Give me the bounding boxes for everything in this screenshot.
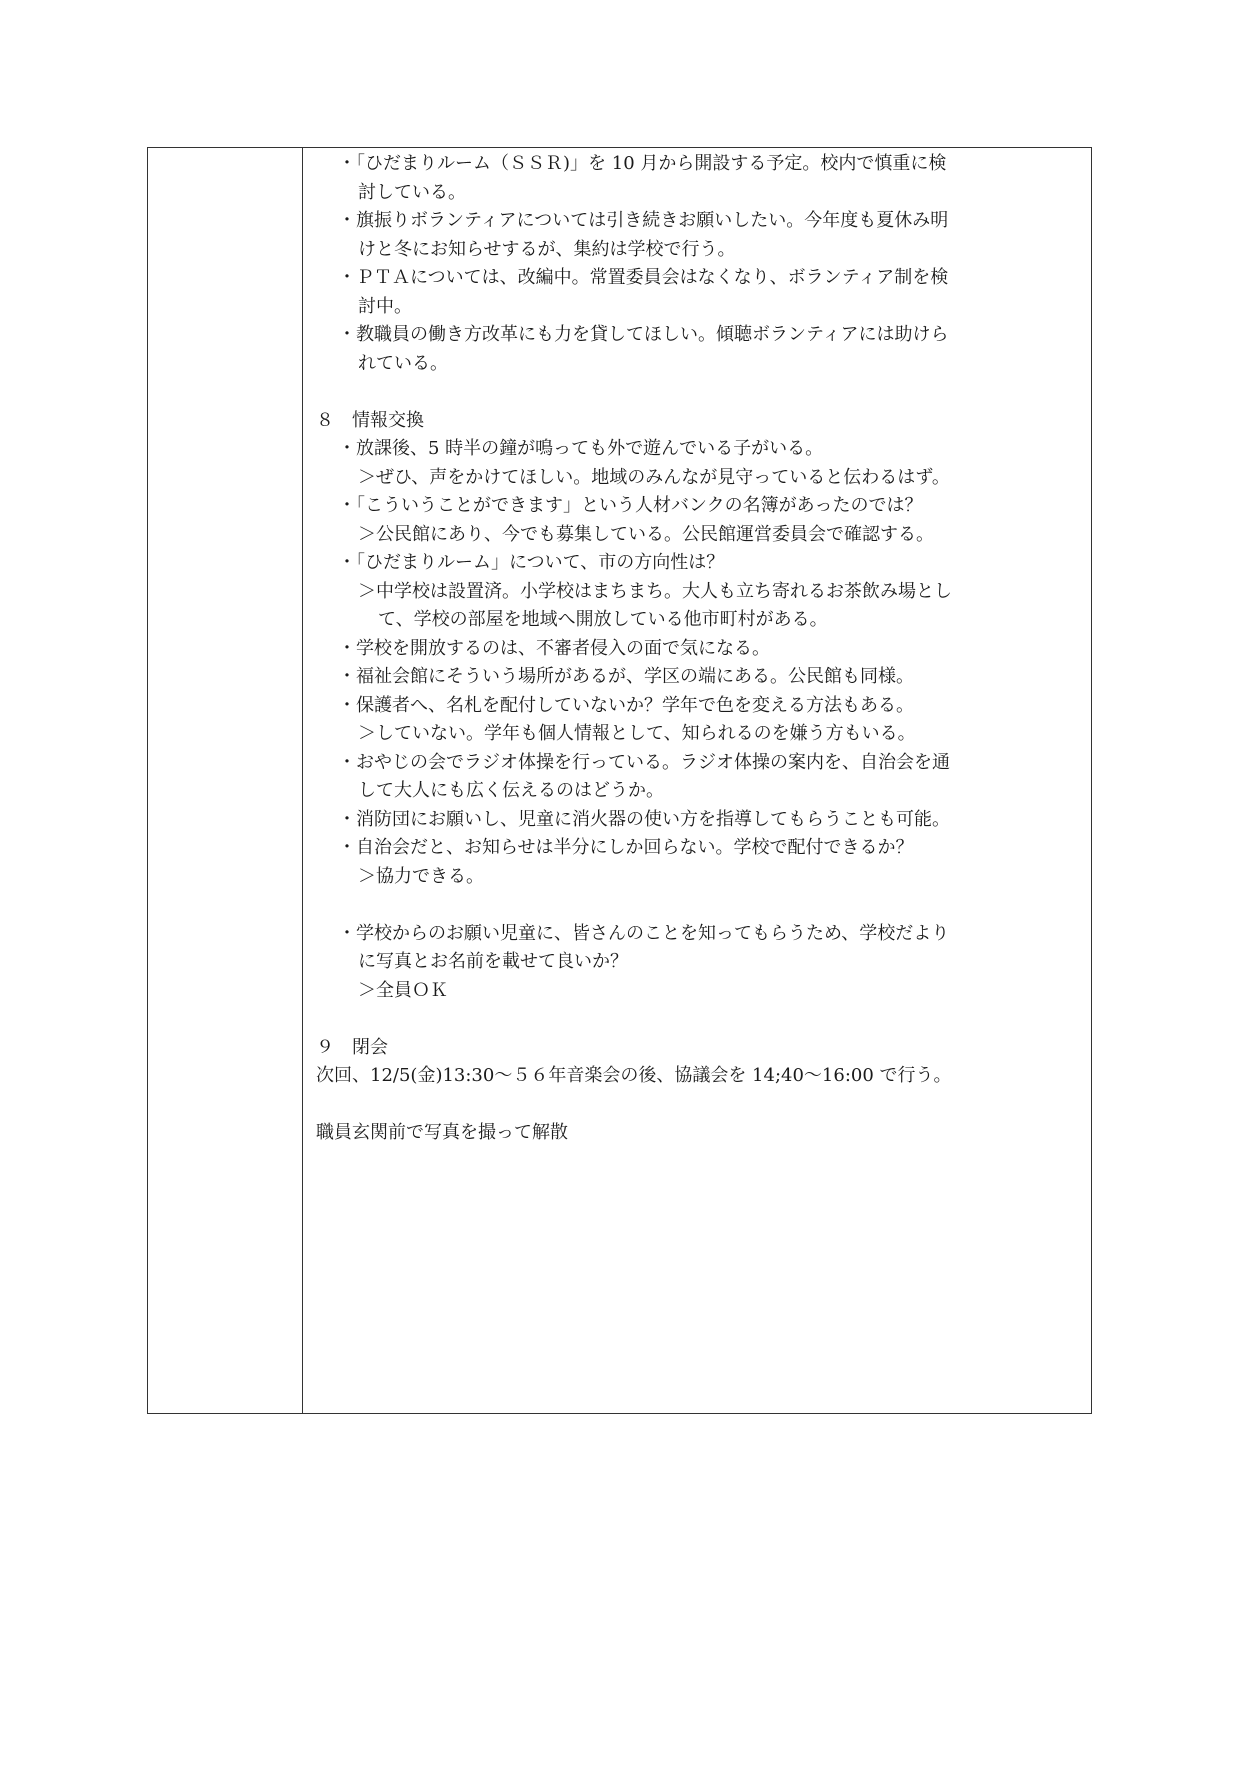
list-item: ・旗振りボランティアについては引き続きお願いしたい。今年度も夏休み明 bbox=[338, 210, 949, 231]
list-item: ・保護者へ、名札を配付していないか？学年で色を変える方法もある。 bbox=[338, 694, 914, 716]
list-item: ・消防団にお願いし、児童に消火器の使い方を指導してもらうことも可能。 bbox=[338, 808, 950, 830]
list-item: ・ＰＴＡについては、改編中。常置委員会はなくなり、ボランティア制を検 bbox=[338, 267, 949, 288]
list-item: ・自治会だと、お知らせは半分にしか回らない。学校で配付できるか？ bbox=[338, 837, 914, 858]
reply-line: ＞公民館にあり、今でも募集している。公民館運営委員会で確認する。 bbox=[358, 523, 934, 545]
section-heading: ８ 情報交換 bbox=[316, 409, 424, 431]
reply-line: ＞協力できる。 bbox=[358, 865, 484, 887]
list-item: ・「ひだまりルーム」について、市の方向性は？ bbox=[338, 552, 725, 573]
next-meeting-text: 次回、12/5(金)13:30～５６年音楽会の後、協議会を 14;40～16:00 で行う。 bbox=[316, 1065, 952, 1086]
list-item-continuation: 討している。 bbox=[358, 181, 466, 203]
list-item: ・「こういうことができます」という人材バンクの名簿があったのでは？ bbox=[338, 495, 923, 516]
section-heading: ９ 閉会 bbox=[316, 1036, 388, 1058]
minutes-content bbox=[316, 150, 1086, 1148]
list-item-continuation: して大人にも広く伝えるのはどうか。 bbox=[358, 780, 664, 801]
closing-text: 職員玄関前で写真を撮って解散 bbox=[316, 1122, 568, 1143]
reply-continuation: て、学校の部屋を地域へ開放している他市町村がある。 bbox=[378, 609, 828, 630]
reply-line: ＞中学校は設置済。小学校はまちまち。大人も立ち寄れるお茶飲み場とし bbox=[358, 580, 952, 602]
reply-line: ＞していない。学年も個人情報として、知られるのを嫌う方もいる。 bbox=[358, 723, 916, 744]
list-item: ・学校を開放するのは、不審者侵入の面で気になる。 bbox=[338, 637, 770, 659]
list-item: ・おやじの会でラジオ体操を行っている。ラジオ体操の案内を、自治会を通 bbox=[338, 751, 950, 773]
column-divider bbox=[302, 148, 303, 1413]
reply-line: ＞ぜひ、声をかけてほしい。地域のみんなが見守っていると伝わるはず。 bbox=[358, 466, 950, 488]
list-item: ・福祉会館にそういう場所があるが、学区の端にある。公民館も同様。 bbox=[338, 666, 914, 687]
list-item: ・放課後、5 時半の鐘が鳴っても外で遊んでいる子がいる。 bbox=[338, 438, 824, 459]
list-item-continuation: けと冬にお知らせするが、集約は学校で行う。 bbox=[358, 238, 736, 260]
reply-line: ＞全員ＯＫ bbox=[358, 979, 448, 1001]
list-item-continuation: 討中。 bbox=[358, 295, 412, 317]
list-item-continuation: に写真とお名前を載せて良いか？ bbox=[358, 951, 628, 972]
list-item: ・教職員の働き方改革にも力を貸してほしい。傾聴ボランティアには助けら bbox=[338, 324, 949, 345]
list-item-continuation: れている。 bbox=[358, 352, 448, 374]
list-item: ・学校からのお願い児童に、皆さんのことを知ってもらうため、学校だより bbox=[338, 922, 950, 944]
list-item: ・「ひだまりルーム（ＳＳＲ)」を 10 月から開設する予定。校内で慎重に検 bbox=[338, 153, 947, 174]
minutes-table bbox=[147, 147, 1092, 1414]
